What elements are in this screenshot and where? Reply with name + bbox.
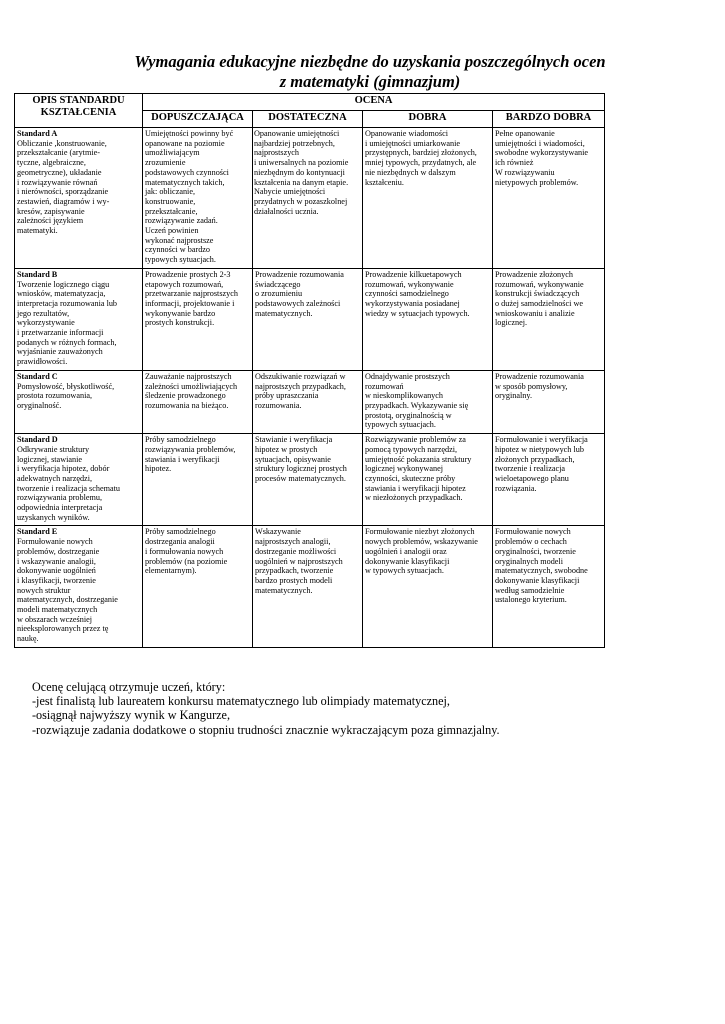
- grade-cell-dostateczna: Opanowanie umiejętności najbardziej potrzebnych, najprostszych i uniwersalnych na poziomie niezbędnym do kontynuacji kształcenia na danym etapie. Nabycie umiejętności przydatnych w pozaszkolnej działalności ucznia.: [253, 128, 363, 269]
- grade-cell-bardzo-dobra: Prowadzenie złożonych rozumowań, wykonywanie konstrukcji świadczących o dużej samodzielności we wnioskowaniu i analizie logicznej.: [493, 268, 605, 370]
- grade-cell-dobra: Opanowanie wiadomości i umiejętności umiarkowanie przystępnych, bardziej złożonych, mniej typowych, przydatnych, ale nie niezbędnych w dalszym kształceniu.: [363, 128, 493, 269]
- standard-title: Standard C: [17, 371, 58, 381]
- table-row-standard-b: [15, 268, 605, 370]
- table-row-standard-d: [15, 434, 605, 526]
- header-grade-dostateczna: DOSTATECZNA: [253, 111, 363, 128]
- standard-title: Standard B: [17, 269, 58, 279]
- standard-cell: [15, 128, 143, 269]
- grade-cell-dobra: Rozwiązywanie problemów za pomocą typowych narzędzi, umiejętność pokazania struktury logicznej wykonywanej czynności, skuteczne próby stawiania i weryfikacji hipotez w niezłożonych przypadkach.: [363, 434, 493, 526]
- grade-cell-bardzo-dobra: Formułowanie nowych problemów o cechach oryginalności, tworzenie oryginalnych modeli matematycznych, swobodne dokonywanie klasyfikacji według samodzielnie ustalonego kryterium.: [493, 526, 605, 647]
- grade-cell-dostateczna: Wskazywanie najprostszych analogii, dostrzeganie możliwości uogólnień w najprostszych przypadkach, tworzenie bardzo prostych modeli matematycznych.: [253, 526, 363, 647]
- grade-cell-dobra: Odnajdywanie prostszych rozumowań w nieskomplikowanych przypadkach. Wykazywanie się prostotą, oryginalnością w typowych sytuacjach.: [363, 370, 493, 433]
- note-line: -osiągnął najwyższy wynik w Kangurze,: [32, 708, 230, 723]
- standard-cell: [15, 370, 143, 433]
- note-line: Ocenę celującą otrzymuje uczeń, który:: [32, 680, 226, 694]
- standard-title: Standard D: [17, 435, 58, 445]
- grade-cell-bardzo-dobra: Prowadzenie rozumowania w sposób pomysłowy, oryginalny.: [493, 370, 605, 433]
- table-row-standard-a: [15, 128, 605, 269]
- title-line-2: z matematyki (gimnazjum): [279, 72, 461, 91]
- grade-cell-bardzo-dobra: Pełne opanowanie umiejętności i wiadomości, swobodne wykorzystywanie ich również W rozwiązywaniu nietypowych problemów.: [493, 128, 605, 269]
- grade-cell-dostateczna: Prowadzenie rozumowania świadczącego o zrozumieniu podstawowych zależności matematycznych.: [253, 268, 363, 370]
- grade-cell-dobra: Formułowanie niezbyt złożonych nowych problemów, wskazywanie uogólnień i analogii oraz dokonywanie klasyfikacji w typowych sytuacjach.: [363, 526, 493, 647]
- table-row-standard-e: [15, 526, 605, 647]
- standard-description: Pomysłowość, błyskotliwość, prostota rozumowania, oryginalność.: [17, 381, 115, 410]
- grade-cell-dobra: Prowadzenie kilkuetapowych rozumowań, wykonywanie czynności samodzielnego wykorzystywania posiadanej wiedzy w sytuacjach typowych.: [363, 268, 493, 370]
- grade-cell-dopuszczajaca: Próby samodzielnego rozwiązywania problemów, stawiania i weryfikacji hipotez.: [143, 434, 253, 526]
- header-grade-bardzo-dobra: BARDZO DOBRA: [493, 111, 605, 128]
- standard-description: Tworzenie logicznego ciągu wniosków, matematyzacja, interpretacja rozumowania lub jego rezultatów, wykorzystywanie i przetwarzanie informacji podanych w różnych formach, wyjaśnianie zauważonych prawidłowości.: [17, 279, 118, 367]
- grade-cell-dopuszczajaca: Próby samodzielnego dostrzegania analogii i formułowania nowych problemów (na poziomie elementarnym).: [143, 526, 253, 647]
- grade-cell-dopuszczajaca: Umiejętności powinny być opanowane na poziomie umożliwiającym zrozumienie podstawowych czynności matematycznych takich, jak: obliczanie, konstruowanie, przekształcanie, rozwiązywanie zadań. Uczeń powinien wykonać najprostsze czynności w bardzo typowych sytuacjach.: [143, 128, 253, 269]
- celujaca-note: [32, 680, 712, 737]
- standard-description: Formułowanie nowych problemów, dostrzeganie i wskazywanie analogii, dokonywanie uogólnień i klasyfikacji, tworzenie nowych struktur matematycznych, dostrzeganie modeli matematycznych w obszarach wcześniej nieeksplorowanych przez tę naukę.: [17, 537, 118, 644]
- standard-cell: [15, 268, 143, 370]
- standard-cell: [15, 434, 143, 526]
- header-opis-standardu: OPIS STANDARDU KSZTAŁCENIA: [15, 94, 143, 128]
- requirements-table: [14, 93, 605, 648]
- header-grade-dobra: DOBRA: [363, 111, 493, 128]
- grade-cell-bardzo-dobra: Formułowanie i weryfikacja hipotez w nietypowych lub złożonych przypadkach, tworzenie i realizacja wieloetapowego planu rozwiązania.: [493, 434, 605, 526]
- header-ocena: OCENA: [143, 94, 605, 111]
- table-row-standard-c: [15, 370, 605, 433]
- grade-cell-dostateczna: Stawianie i weryfikacja hipotez w prostych sytuacjach, opisywanie struktury logicznej prostych procesów matematycznych.: [253, 434, 363, 526]
- note-line: -rozwiązuje zadania dodatkowe o stopniu trudności znacznie wykraczającym poza gimnazjalny.: [32, 722, 500, 737]
- note-line: -jest finalistą lub laureatem konkursu matematycznego lub olimpiady matematycznej,: [32, 694, 450, 709]
- page-title: [90, 52, 650, 92]
- header-grade-dopuszczajaca: DOPUSZCZAJĄCA: [143, 111, 253, 128]
- standard-title: Standard E: [17, 527, 58, 537]
- grade-cell-dostateczna: Odszukiwanie rozwiązań w najprostszych przypadkach, próby upraszczania rozumowania.: [253, 370, 363, 433]
- grade-cell-dopuszczajaca: Zauważanie najprostszych zależności umożliwiających śledzenie prowadzonego rozumowania na bieżąco.: [143, 370, 253, 433]
- title-line-1: Wymagania edukacyjne niezbędne do uzyskania poszczególnych ocen: [134, 52, 606, 71]
- grade-cell-dopuszczajaca: Prowadzenie prostych 2-3 etapowych rozumowań, przetwarzanie najprostszych informacji, projektowanie i wykonywanie bardzo prostych konstrukcji.: [143, 268, 253, 370]
- standard-description: Obliczanie ,konstruowanie, przekształcanie (arytmie- tyczne, algebraiczne, geometryczne), układanie i rozwiązywanie równań i nierówności, sporządzanie zestawień, diagramów i wy- kresów, zapisywanie zależności językiem matematyki.: [17, 138, 110, 236]
- standard-title: Standard A: [17, 129, 58, 138]
- standard-description: Odkrywanie struktury logicznej, stawianie i weryfikacja hipotez, dobór adekwatnych narzędzi, tworzenie i realizacja schematu rozwiązywania problemu, odpowiednia interpretacja uzyskanych wyników.: [17, 444, 120, 522]
- standard-cell: [15, 526, 143, 647]
